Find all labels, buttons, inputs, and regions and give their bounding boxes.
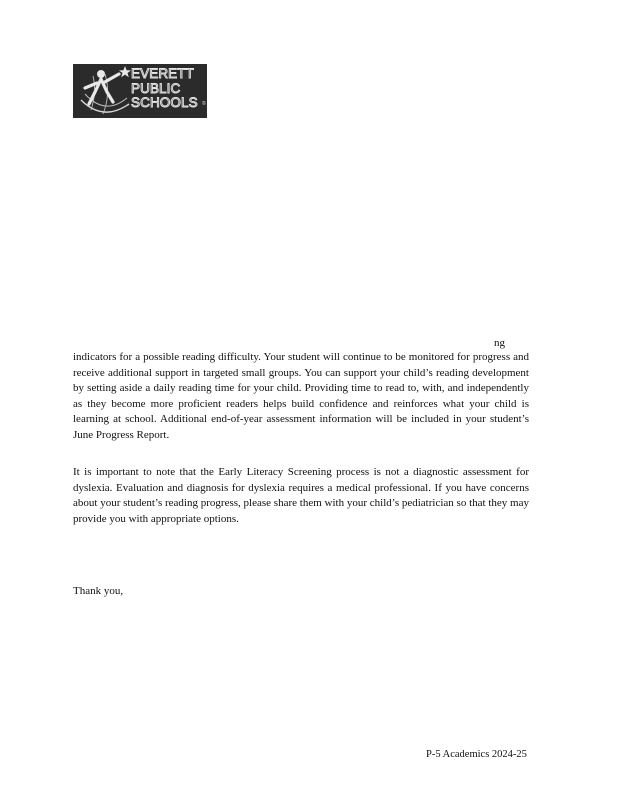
- registered-mark: ®: [202, 101, 206, 107]
- logo-wordmark: [131, 67, 198, 111]
- logo-line-schools: SCHOOLS: [131, 95, 198, 110]
- paragraph-screening-note: It is important to note that the Early Literacy Screening process is not a diagnostic assessment for dyslexia. Evaluation and diagnosis for dyslexia requires a medical professional. If you have concerns about your student’s reading progress, please share them with your child’s pediatrician so that they may provide you with appropriate options.: [73, 466, 529, 525]
- everett-public-schools-logo: [73, 64, 207, 118]
- paragraph-reading-support: indicators for a possible reading difficulty. Your student will continue to be monitored for progress and receive additional support in targeted small groups. You can support your child’s reading development by setting aside a daily reading time for your child. Providing time to read to, with, and independently as they become more proficient readers helps build confidence and reinforces what your child is learning at school. Additional end-of-year assessment information will be included in your student’s June Progress Report.: [73, 351, 529, 441]
- text-fragment: ng: [494, 337, 505, 349]
- closing-salutation: Thank you,: [73, 585, 124, 597]
- logo-line-everett: EVERETT: [131, 66, 194, 81]
- logo-line-public: PUBLIC: [131, 80, 181, 96]
- page-footer: P-5 Academics 2024-25: [426, 749, 527, 760]
